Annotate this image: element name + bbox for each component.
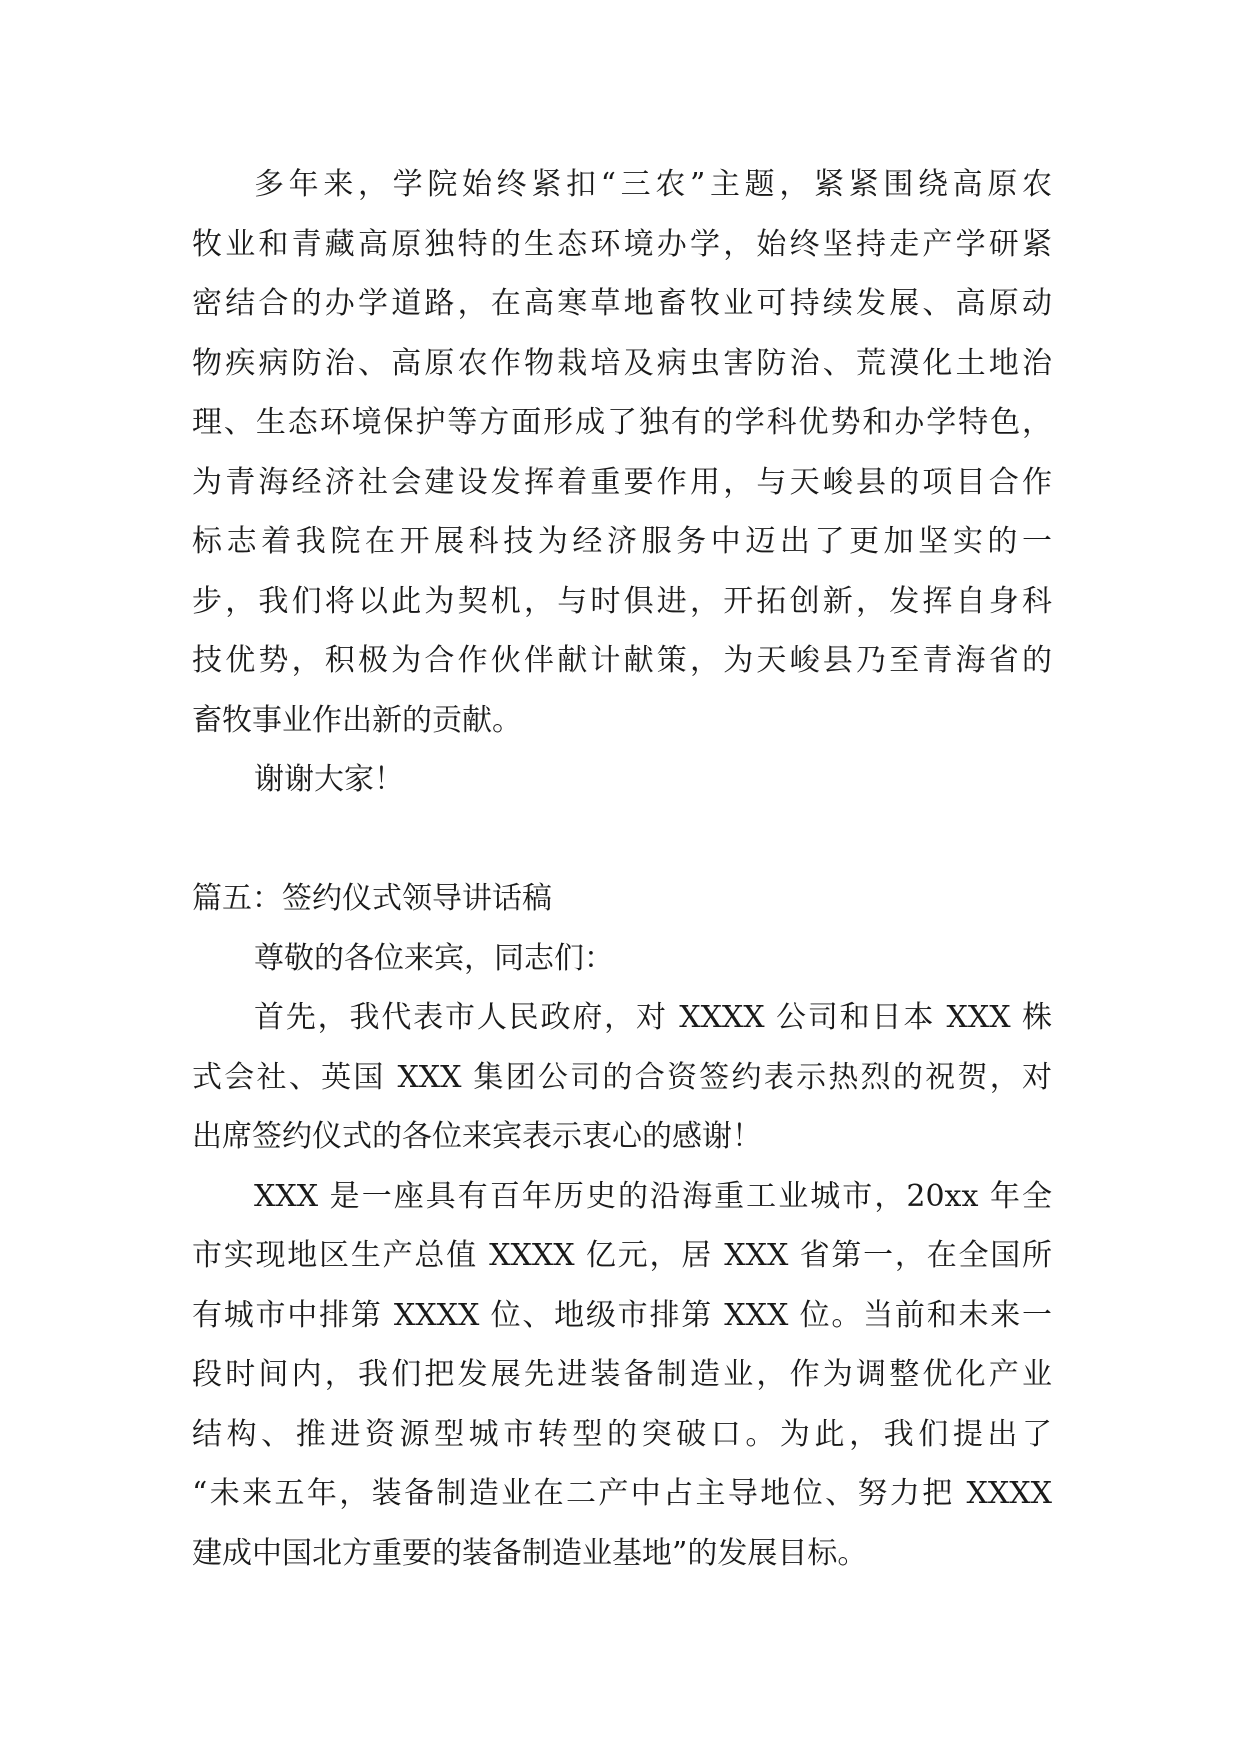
salutation-line: 尊敬的各位来宾，同志们： (254, 940, 614, 976)
text-line: 为青海经济社会建设发挥着重要作用，与天峻县的项目合作 (192, 464, 1052, 500)
paragraph-congratulations (192, 988, 1052, 1167)
text-line: 牧业和青藏高原独特的生态环境办学，始终坚持走产学研紧 (192, 226, 1052, 262)
paragraph-city-overview (192, 1167, 1052, 1584)
paragraph-intro (192, 155, 1052, 750)
document-body (192, 155, 1052, 1583)
text-line: 技优势，积极为合作伙伴献计献策，为天峻县乃至青海省的 (192, 643, 1052, 678)
text-line: 结构、推进资源型城市转型的突破口。为此，我们提出了 (192, 1416, 1052, 1452)
text-line: 密结合的办学道路，在高寒草地畜牧业可持续发展、高原动 (192, 286, 1052, 321)
section-heading: 篇五：签约仪式领导讲话稿 (192, 881, 552, 916)
closing-line: 谢谢大家！ (254, 762, 404, 797)
section-gap (192, 810, 1052, 870)
text-line: 畜牧事业作出新的贡献。 (192, 702, 522, 738)
text-line: 市实现地区生产总值 XXXX 亿元，居 XXX 省第一，在全国所 (192, 1238, 1052, 1273)
text-line: 建成中国北方重要的装备制造业基地”的发展目标。 (192, 1535, 868, 1571)
text-line: 物疾病防治、高原农作物栽培及病虫害防治、荒漠化土地治 (192, 345, 1052, 381)
text-line: 式会社、英国 XXX 集团公司的合资签约表示热烈的祝贺，对 (192, 1059, 1052, 1095)
text-line: 理、生态环境保护等方面形成了独有的学科优势和办学特色， (192, 405, 1052, 440)
text-line: 多年来，学院始终紧扣“三农”主题，紧紧围绕高原农 (254, 167, 1052, 202)
text-line: 首先，我代表市人民政府，对 XXXX 公司和日本 XXX 株 (254, 1000, 1052, 1035)
text-line: 段时间内，我们把发展先进装备制造业，作为调整优化产业 (192, 1357, 1052, 1392)
text-line: 有城市中排第 XXXX 位、地级市排第 XXX 位。当前和未来一 (192, 1297, 1052, 1333)
text-line: 出席签约仪式的各位来宾表示衷心的感谢！ (192, 1119, 762, 1154)
text-line: “未来五年，装备制造业在二产中占主导地位、努力把 XXXX (192, 1476, 1052, 1511)
text-line: XXX 是一座具有百年历史的沿海重工业城市，20xx 年全 (254, 1178, 1052, 1214)
text-line: 标志着我院在开展科技为经济服务中迈出了更加坚实的一 (192, 524, 1052, 559)
text-line: 步，我们将以此为契机，与时俱进，开拓创新，发挥自身科 (192, 583, 1052, 619)
